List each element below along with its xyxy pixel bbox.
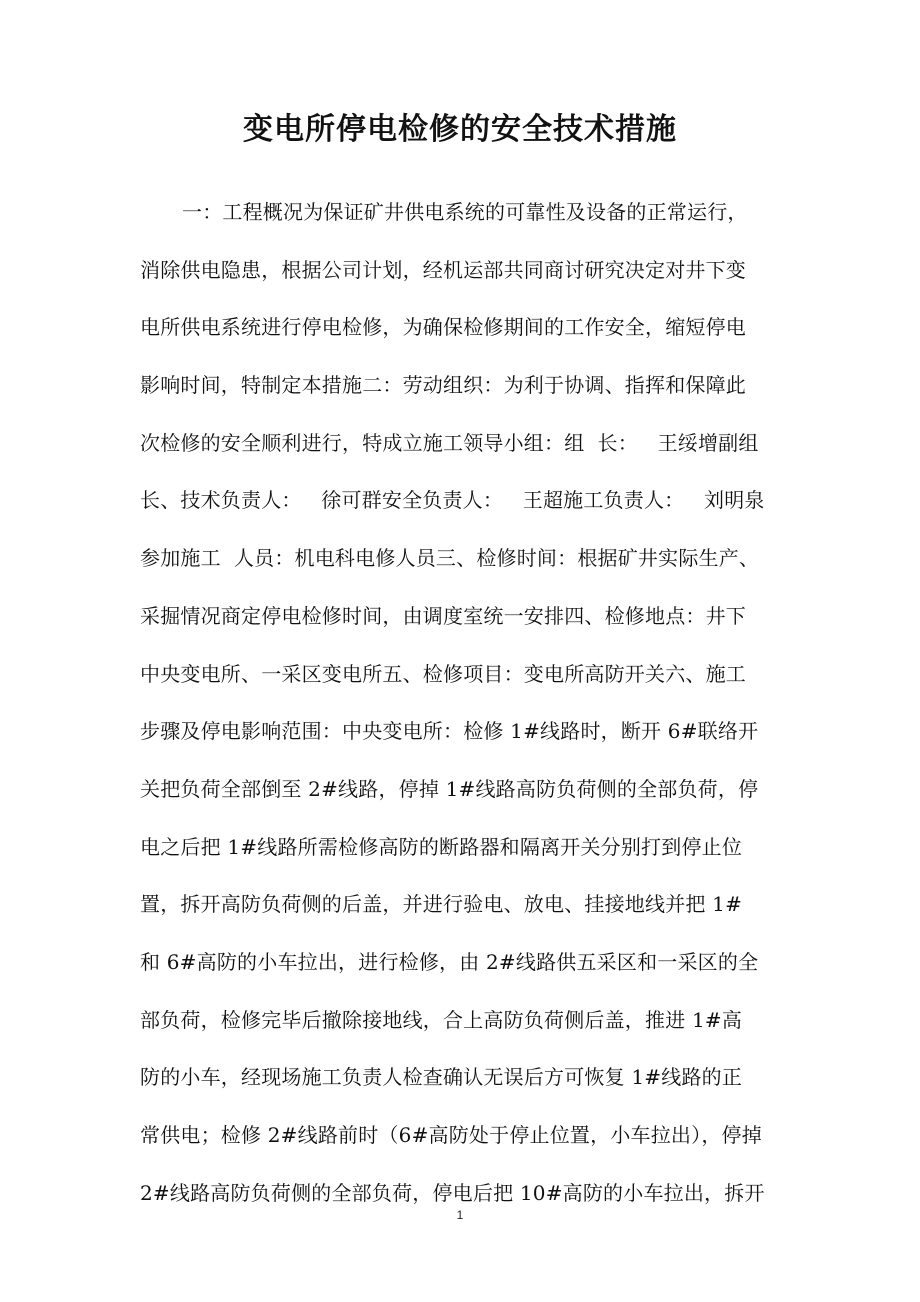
body-line: 电所供电系统进行停电检修，为确保检修期间的工作安全，缩短停电 bbox=[140, 315, 746, 340]
body-line: 关把负荷全部倒至 2#线路，停掉 1#线路高防负荷侧的全部负荷，停 bbox=[140, 776, 759, 801]
body-line: 参加施工 人员：机电科电修人员三、检修时间：根据矿井实际生产、 bbox=[140, 546, 760, 571]
body-line: 消除供电隐患，根据公司计划，经机运部共同商讨研究决定对井下变 bbox=[140, 257, 746, 282]
page-number: 1 bbox=[456, 1208, 464, 1222]
body-line: 部负荷，检修完毕后撤除接地线，合上高防负荷侧后盖，推进 1#高 bbox=[140, 1007, 743, 1032]
body-line: 步骤及停电影响范围：中央变电所：检修 1#线路时，断开 6#联络开 bbox=[140, 719, 759, 744]
body-line: 长、技术负责人： 徐可群安全负责人： 王超施工负责人： 刘明泉 bbox=[140, 488, 765, 513]
document-title: 变电所停电检修的安全技术措施 bbox=[243, 112, 677, 147]
body-line: 一：工程概况为保证矿井供电系统的可靠性及设备的正常运行， bbox=[182, 200, 748, 224]
body-line: 采掘情况商定停电检修时间，由调度室统一安排四、检修地点：井下 bbox=[140, 603, 746, 628]
body-line: 常供电；检修 2#线路前时（6#高防处于停止位置，小车拉出），停掉 bbox=[140, 1123, 762, 1147]
body-line: 影响时间，特制定本措施二：劳动组织：为利于协调、指挥和保障此 bbox=[140, 373, 746, 398]
body-line: 次检修的安全顺利进行，特成立施工领导小组：组 长： 王绥增副组 bbox=[140, 430, 759, 455]
body-line: 防的小车，经现场施工负责人检查确认无误后方可恢复 1#线路的正 bbox=[140, 1065, 743, 1090]
document-body bbox=[140, 190, 796, 1228]
body-line: 2#线路高防负荷侧的全部负荷，停电后把 10#高防的小车拉出，拆开 bbox=[140, 1180, 765, 1205]
body-line: 置，拆开高防负荷侧的后盖，并进行验电、放电、挂接地线并把 1# bbox=[140, 892, 743, 917]
body-line: 电之后把 1#线路所需检修高防的断路器和隔离开关分别打到停止位 bbox=[140, 834, 743, 859]
body-line: 中央变电所、一采区变电所五、检修项目：变电所高防开关六、施工 bbox=[140, 661, 746, 686]
body-line: 和 6#高防的小车拉出，进行检修，由 2#线路供五采区和一采区的全 bbox=[140, 949, 759, 974]
